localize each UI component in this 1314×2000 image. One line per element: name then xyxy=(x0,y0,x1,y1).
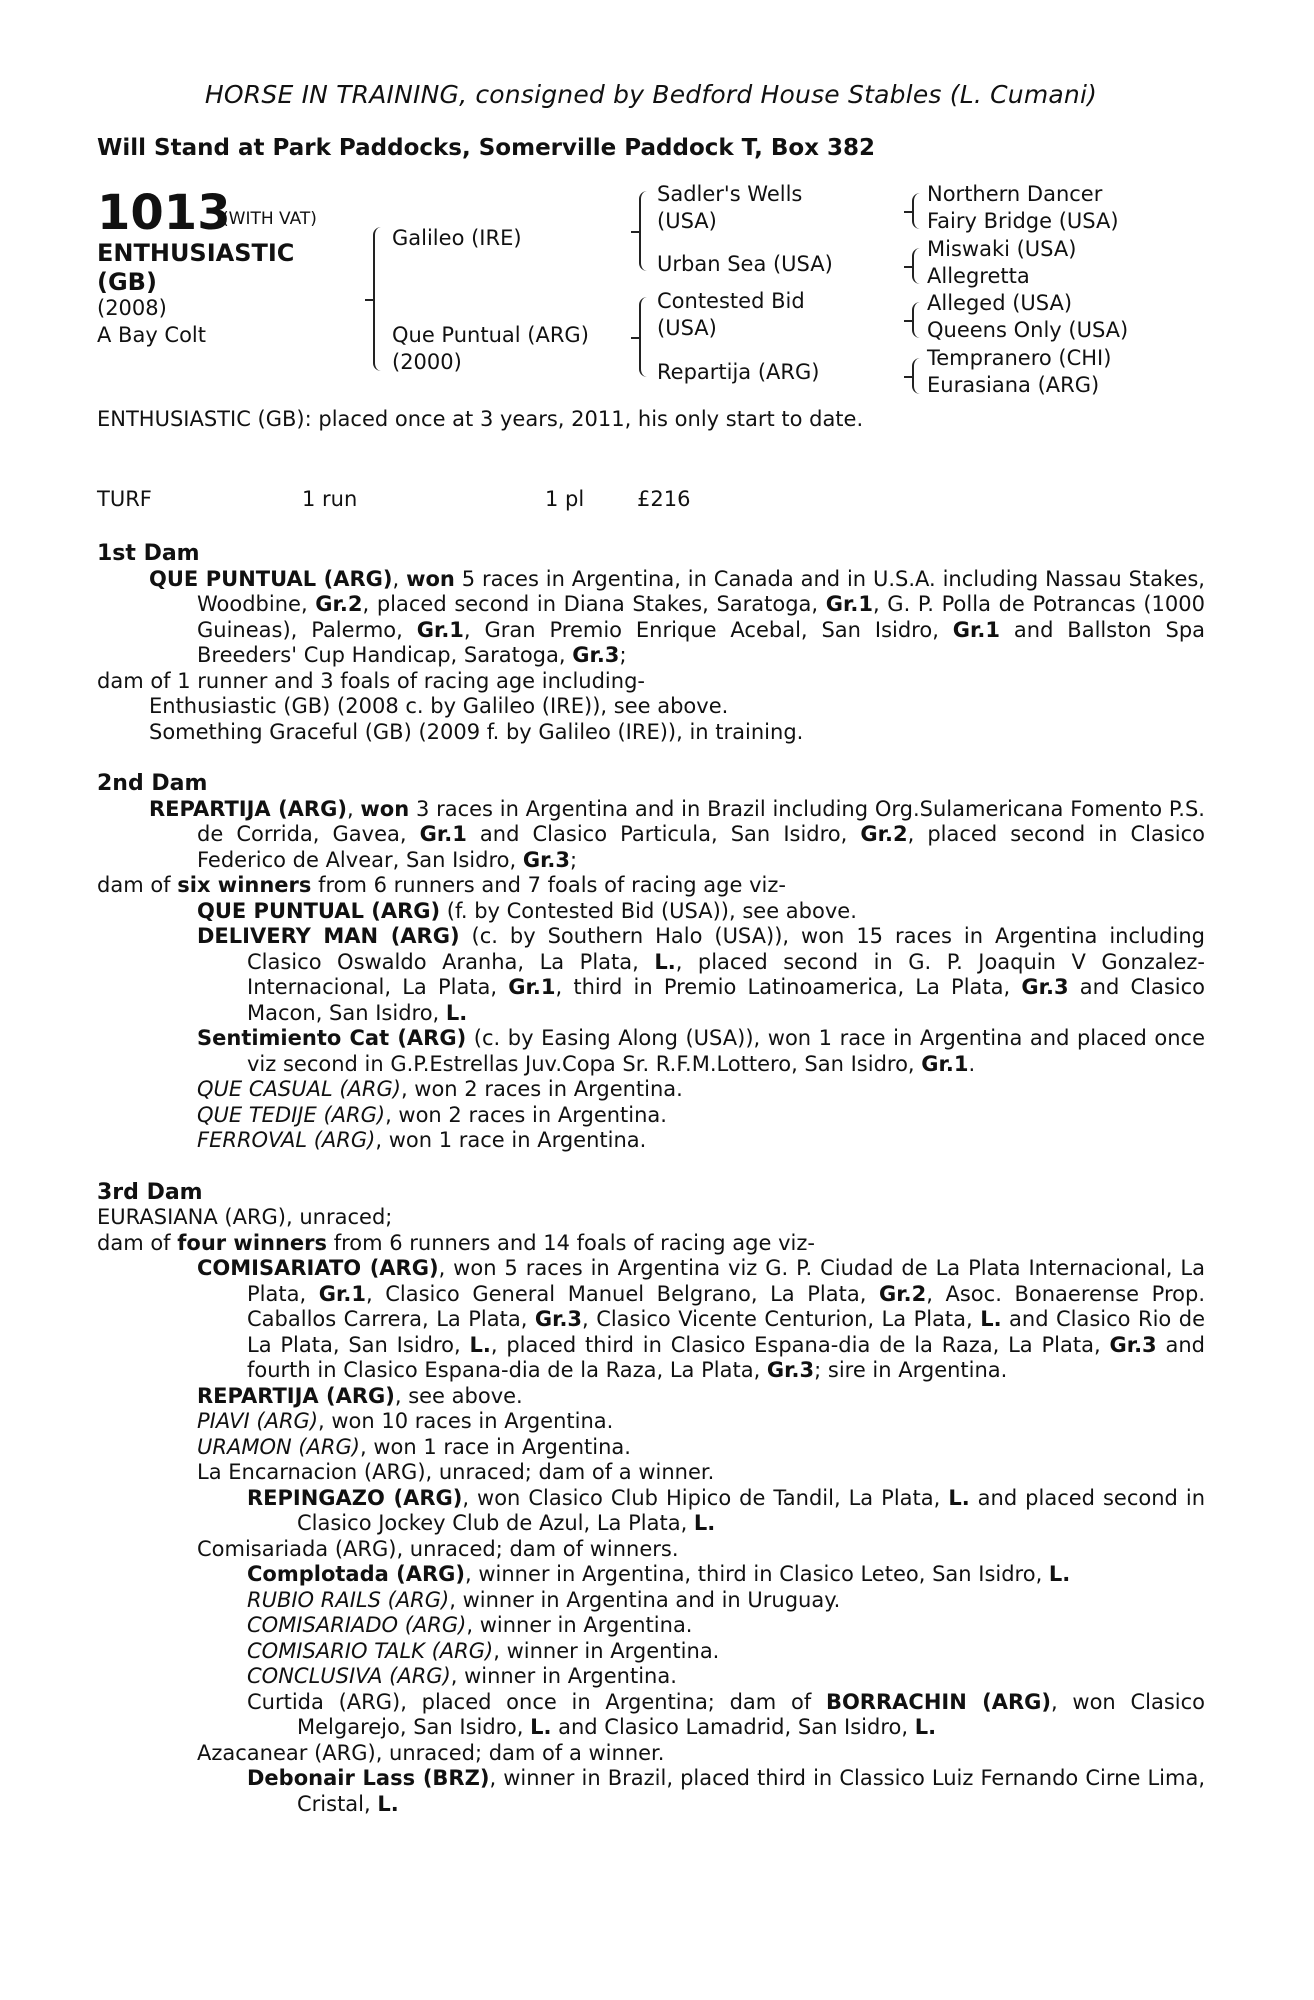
dam-entry: EURASIANA (ARG), unraced; xyxy=(97,1205,393,1229)
produce-item: Azacanear (ARG), unraced; dam of a winner. xyxy=(197,1740,665,1765)
consignor-header: HORSE IN TRAINING, consigned by Bedford House Stables (L. Cumani) xyxy=(204,80,1098,109)
ds-sire: Alleged (USA) xyxy=(927,291,1073,315)
produce-item: Complotada (ARG), winner in Argentina, third in Clasico Leteo, San Isidro, L. xyxy=(247,1562,1071,1586)
dd-dam: Eurasiana (ARG) xyxy=(927,373,1100,397)
record-runs: 1 run xyxy=(302,487,358,511)
stand-location: Will Stand at Park Paddocks, Somerville Paddock T, Box 382 xyxy=(97,135,876,161)
produce-item: CONCLUSIVA (ARG), winner in Argentina. xyxy=(247,1664,677,1688)
gen3-brace-4 xyxy=(912,358,922,394)
dam-dam: Repartija (ARG) xyxy=(657,360,820,384)
record-placed: 1 pl xyxy=(545,487,585,511)
produce-item: QUE CASUAL (ARG), won 2 races in Argentina. xyxy=(197,1077,683,1101)
horse-name: ENTHUSIASTIC (GB) xyxy=(97,239,295,296)
first-dam-section xyxy=(97,541,1205,745)
dam-brace xyxy=(639,297,651,377)
sd-dam: Allegretta xyxy=(927,264,1030,288)
dam: Que Puntual (ARG) xyxy=(392,323,589,347)
sire: Galileo (IRE) xyxy=(392,226,522,250)
produce-item: DELIVERY MAN (ARG) (c. by Southern Halo (USA)), won 15 races in Argentina including Clasico Oswaldo Aranha, La Plata, L., placed second in G. P. Joaquin V Gonzalez-Internacional, La Plata, Gr.1, third in Premio Latinoamerica, La Plata, Gr.3 and Clasico Macon, San Isidro, L. xyxy=(197,924,1206,1025)
dam-produce-line: dam of four winners from 6 runners and 14 foals of racing age viz- xyxy=(97,1230,815,1255)
produce-item: COMISARIO TALK (ARG), winner in Argentina. xyxy=(247,1638,720,1663)
second-dam-section xyxy=(97,771,1205,1154)
catalogue-page xyxy=(97,80,1205,1817)
dam-year: (2000) xyxy=(392,350,462,374)
gen3-brace-3 xyxy=(912,302,922,338)
sd-sire: Miswaki (USA) xyxy=(927,237,1077,261)
produce-item: URAMON (ARG), won 1 race in Argentina. xyxy=(197,1434,631,1459)
produce-item: REPARTIJA (ARG), see above. xyxy=(197,1383,523,1408)
first-dam-heading: 1st Dam xyxy=(97,541,200,566)
produce-item: Enthusiastic (GB) (2008 c. by Galileo (IRE)), see above. xyxy=(149,694,729,718)
produce-item: QUE PUNTUAL (ARG) (f. by Contested Bid (USA)), see above. xyxy=(197,898,857,923)
pedigree-brace xyxy=(373,227,385,371)
gen3-brace-2 xyxy=(912,248,922,284)
foaling-year: (2008) xyxy=(97,296,167,320)
produce-item: Something Graceful (GB) (2009 f. by Galileo (IRE)), in training. xyxy=(149,719,804,744)
dam-entry: REPARTIJA (ARG), won 3 races in Argentina and in Brazil including Org.Sulamericana Fomento P.S. de Corrida, Gavea, Gr.1 and Clasico Particula, San Isidro, Gr.2, placed second in Clasico Federico de Alvear, San Isidro, Gr.3; xyxy=(149,796,1205,872)
dam-produce-line: dam of six winners from 6 runners and 7 foals of racing age viz- xyxy=(97,873,786,897)
dam-sire-country: (USA) xyxy=(657,316,717,340)
produce-item: Curtida (ARG), placed once in Argentina; dam of BORRACHIN (ARG), won Clasico Melgarejo, San Isidro, L. and Clasico Lamadrid, San Isidro, L. xyxy=(247,1689,1205,1739)
gen3-brace-1 xyxy=(912,193,922,229)
produce-item: Sentimiento Cat (ARG) (c. by Easing Along (USA)), won 1 race in Argentina and placed once viz second in G.P.Estrellas Juv.Copa Sr. R.F.M.Lottero, San Isidro, Gr.1. xyxy=(197,1026,1205,1076)
sire-dam: Urban Sea (USA) xyxy=(657,252,833,276)
ds-dam: Queens Only (USA) xyxy=(927,318,1129,342)
dam-produce-line: dam of 1 runner and 3 foals of racing age including- xyxy=(97,668,645,693)
race-record xyxy=(97,487,1205,515)
produce-item: Debonair Lass (BRZ), winner in Brazil, placed third in Classico Luiz Fernando Cirne Lima, Cristal, L. xyxy=(247,1766,1205,1816)
ss-sire: Northern Dancer xyxy=(927,182,1103,206)
dam-entry: QUE PUNTUAL (ARG), won 5 races in Argentina, in Canada and in U.S.A. including Nassau Stakes, Woodbine, Gr.2, placed second in Diana Stakes, Saratoga, Gr.1, G. P. Polla de Potrancas (1000 Guineas), Palermo, Gr.1, Gran Premio Enrique Acebal, San Isidro, Gr.1 and Ballston Spa Breeders' Cup Handicap, Saratoga, Gr.3; xyxy=(149,566,1206,667)
produce-item: REPINGAZO (ARG), won Clasico Club Hipico de Tandil, La Plata, L. and placed second in Clasico Jockey Club de Azul, La Plata, L. xyxy=(247,1485,1206,1535)
record-surface: TURF xyxy=(97,487,152,511)
produce-item: La Encarnacion (ARG), unraced; dam of a winner. xyxy=(197,1460,715,1484)
produce-item: FERROVAL (ARG), won 1 race in Argentina. xyxy=(197,1128,647,1152)
vat-label: (WITH VAT) xyxy=(222,209,317,229)
sire-sire-country: (USA) xyxy=(657,209,717,233)
produce-item: QUE TEDIJE (ARG), won 2 races in Argentina. xyxy=(197,1102,667,1127)
produce-item: RUBIO RAILS (ARG), winner in Argentina and in Uruguay. xyxy=(247,1587,841,1612)
dam-sire: Contested Bid xyxy=(657,289,805,313)
performance-summary: ENTHUSIASTIC (GB): placed once at 3 years, 2011, his only start to date. xyxy=(97,407,864,431)
third-dam-heading: 3rd Dam xyxy=(97,1179,203,1205)
sire-sire: Sadler's Wells xyxy=(657,182,803,206)
lot-number: 1013 xyxy=(97,185,231,241)
sire-brace xyxy=(639,191,651,271)
ss-dam: Fairy Bridge (USA) xyxy=(927,209,1119,233)
produce-item: Comisariada (ARG), unraced; dam of winners. xyxy=(197,1536,679,1561)
pedigree-block xyxy=(97,181,1205,461)
second-dam-heading: 2nd Dam xyxy=(97,771,208,796)
produce-item: PIAVI (ARG), won 10 races in Argentina. xyxy=(197,1409,614,1433)
produce-item: COMISARIATO (ARG), won 5 races in Argentina viz G. P. Ciudad de La Plata Internacional, La Plata, Gr.1, Clasico General Manuel Belgrano, La Plata, Gr.2, Asoc. Bonaerense Prop. Caballos Carrera, La Plata, Gr.3, Clasico Vicente Centurion, La Plata, L. and Clasico Rio de La Plata, San Isidro, L., placed third in Clasico Espana-dia de la Raza, La Plata, Gr.3 and fourth in Clasico Espana-dia de la Raza, La Plata, Gr.3; sire in Argentina. xyxy=(197,1256,1205,1382)
horse-description: A Bay Colt xyxy=(97,323,206,347)
third-dam-section xyxy=(97,1180,1205,1818)
produce-item: COMISARIADO (ARG), winner in Argentina. xyxy=(247,1613,693,1637)
dd-sire: Tempranero (CHI) xyxy=(927,346,1112,370)
record-earnings: £216 xyxy=(637,487,691,511)
